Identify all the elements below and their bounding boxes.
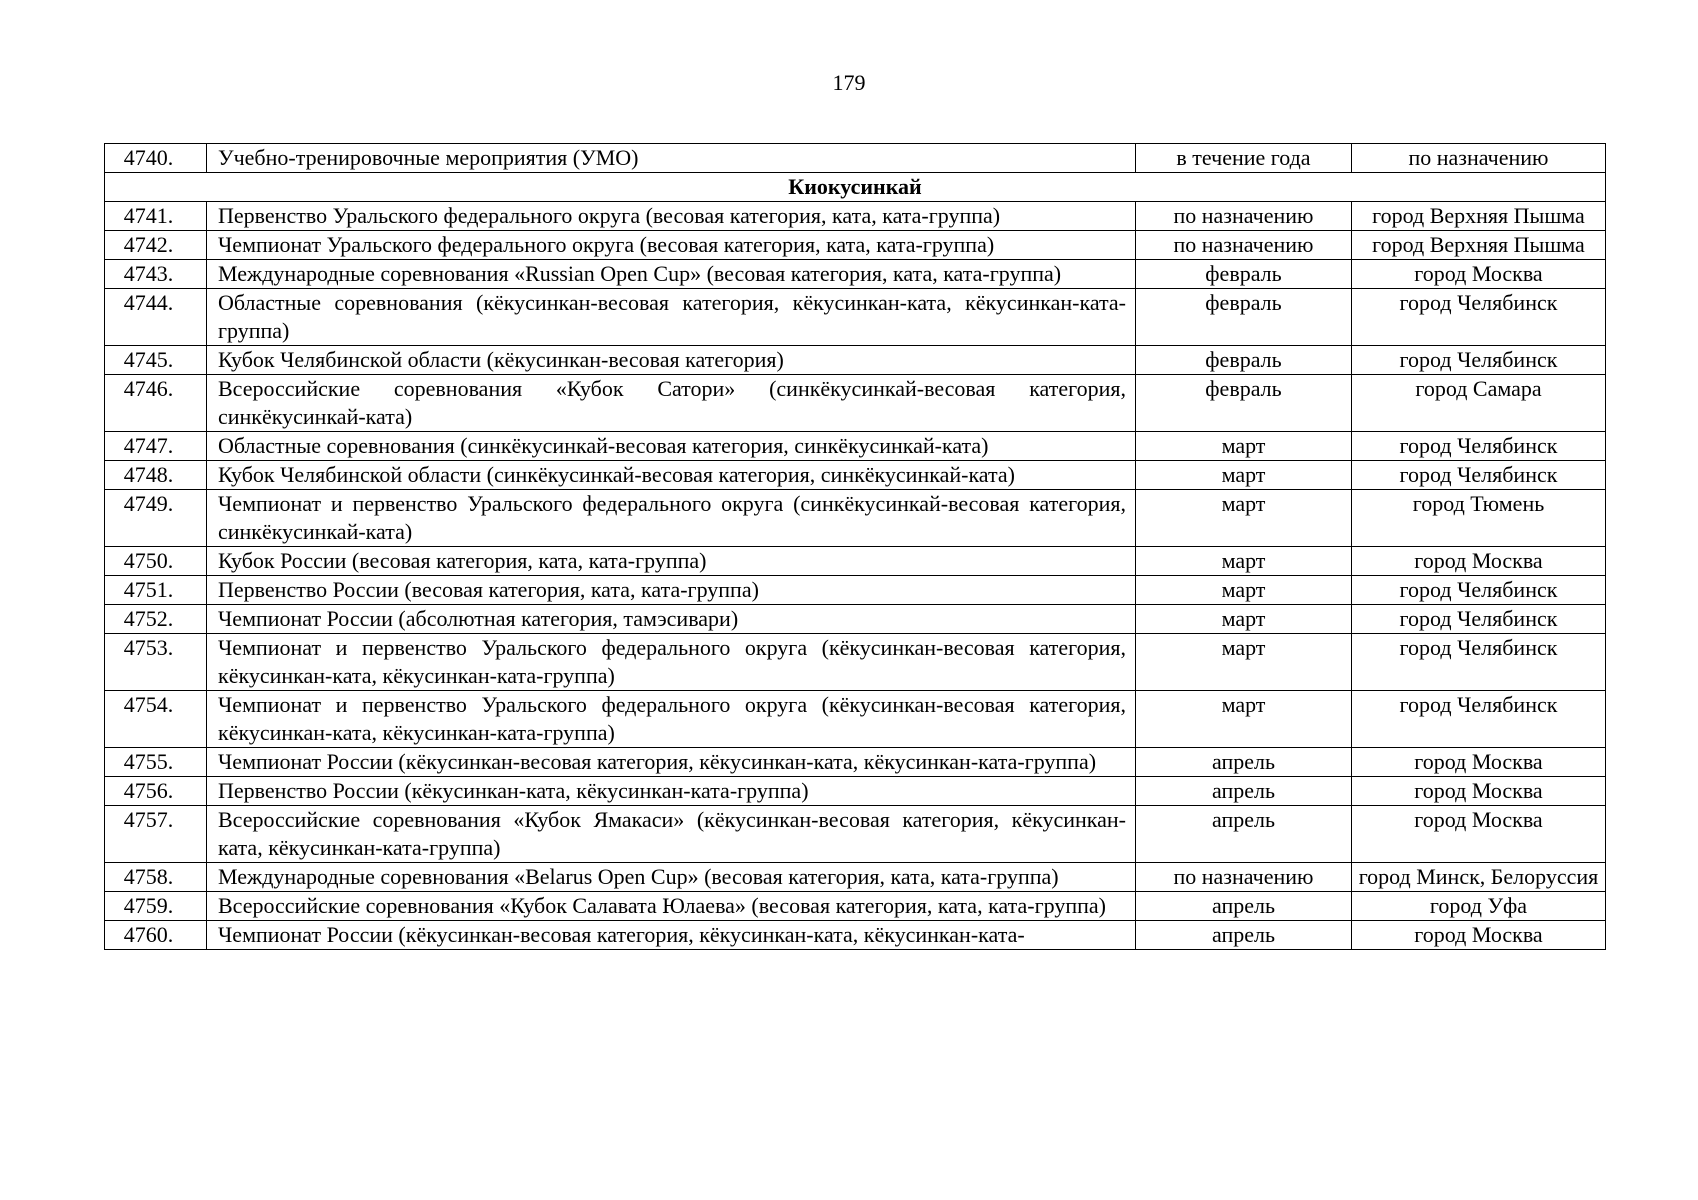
table-row [105,748,1606,777]
row-number: 4755. [105,748,207,777]
row-number: 4745. [105,346,207,375]
table-row [105,605,1606,634]
row-number: 4751. [105,576,207,605]
table-row [105,375,1606,432]
event-place: город Челябинск [1352,576,1606,605]
event-place: город Челябинск [1352,691,1606,748]
event-place: город Москва [1352,921,1606,950]
event-place: город Самара [1352,375,1606,432]
event-date: март [1136,605,1352,634]
row-number: 4759. [105,892,207,921]
event-place: город Минск, Белоруссия [1352,863,1606,892]
row-number: 4749. [105,490,207,547]
event-name: Чемпионат Уральского федерального округа (весовая категория, ката, ката-группа) [207,231,1136,260]
table-row [105,634,1606,691]
event-place: город Челябинск [1352,432,1606,461]
event-place: город Челябинск [1352,605,1606,634]
page-number: 179 [832,70,866,95]
event-date: апрель [1136,777,1352,806]
event-name: Всероссийские соревнования «Кубок Салавата Юлаева» (весовая категория, ката, ката-группа) [207,892,1136,921]
event-name: Первенство Уральского федерального округа (весовая категория, ката, ката-группа) [207,202,1136,231]
event-date: в течение года [1136,144,1352,173]
table-row [105,432,1606,461]
event-place: город Москва [1352,260,1606,289]
event-date: апрель [1136,921,1352,950]
table-row [105,289,1606,346]
event-name: Чемпионат России (кёкусинкан-весовая категория, кёкусинкан-ката, кёкусинкан-ката- [207,921,1136,950]
event-name: Кубок Челябинской области (синкёкусинкай-весовая категория, синкёкусинкай-ката) [207,461,1136,490]
event-date: март [1136,547,1352,576]
event-name: Областные соревнования (кёкусинкан-весовая категория, кёкусинкан-ката, кёкусинкан-ката-группа) [207,289,1136,346]
event-name: Чемпионат России (кёкусинкан-весовая категория, кёкусинкан-ката, кёкусинкан-ката-группа) [207,748,1136,777]
event-date: февраль [1136,375,1352,432]
event-name: Первенство России (весовая категория, ката, ката-группа) [207,576,1136,605]
table-row [105,144,1606,173]
row-number: 4746. [105,375,207,432]
table-row [105,892,1606,921]
row-number: 4760. [105,921,207,950]
event-date: февраль [1136,346,1352,375]
table-row [105,921,1606,950]
event-date: март [1136,691,1352,748]
event-place: город Москва [1352,806,1606,863]
table-row [105,863,1606,892]
event-date: апрель [1136,892,1352,921]
event-name: Всероссийские соревнования «Кубок Ямакаси» (кёкусинкан-весовая категория, кёкусинкан-ката, кёкусинкан-ката-группа) [207,806,1136,863]
table-row [105,346,1606,375]
event-date: апрель [1136,806,1352,863]
event-place: город Челябинск [1352,461,1606,490]
event-name: Учебно-тренировочные мероприятия (УМО) [207,144,1136,173]
row-number: 4758. [105,863,207,892]
event-date: март [1136,461,1352,490]
event-name: Чемпионат и первенство Уральского федерального округа (кёкусинкан-весовая категория, кёкусинкан-ката, кёкусинкан-ката-группа) [207,634,1136,691]
event-date: по назначению [1136,202,1352,231]
table-row [105,806,1606,863]
event-date: март [1136,490,1352,547]
events-table [104,143,1606,950]
row-number: 4743. [105,260,207,289]
event-name: Международные соревнования «Russian Open Cup» (весовая категория, ката, ката-группа) [207,260,1136,289]
event-place: город Уфа [1352,892,1606,921]
event-place: по назначению [1352,144,1606,173]
row-number: 4742. [105,231,207,260]
event-place: город Челябинск [1352,634,1606,691]
row-number: 4757. [105,806,207,863]
event-date: по назначению [1136,863,1352,892]
event-name: Кубок России (весовая категория, ката, ката-группа) [207,547,1136,576]
row-number: 4741. [105,202,207,231]
row-number: 4753. [105,634,207,691]
event-name: Международные соревнования «Belarus Open Cup» (весовая категория, ката, ката-группа) [207,863,1136,892]
row-number: 4744. [105,289,207,346]
event-place: город Тюмень [1352,490,1606,547]
row-number: 4752. [105,605,207,634]
row-number: 4756. [105,777,207,806]
table-row [105,777,1606,806]
event-date: по назначению [1136,231,1352,260]
event-date: февраль [1136,289,1352,346]
event-date: март [1136,432,1352,461]
row-number: 4748. [105,461,207,490]
section-title: Киокусинкай [105,173,1606,202]
event-name: Областные соревнования (синкёкусинкай-весовая категория, синкёкусинкай-ката) [207,432,1136,461]
event-place: город Челябинск [1352,346,1606,375]
event-place: город Челябинск [1352,289,1606,346]
event-date: апрель [1136,748,1352,777]
section-header-row [105,173,1606,202]
table-row [105,202,1606,231]
event-name: Всероссийские соревнования «Кубок Сатори» (синкёкусинкай-весовая категория, синкёкусинкай-ката) [207,375,1136,432]
event-date: март [1136,634,1352,691]
row-number: 4740. [105,144,207,173]
event-name: Чемпионат и первенство Уральского федерального округа (кёкусинкан-весовая категория, кёкусинкан-ката, кёкусинкан-ката-группа) [207,691,1136,748]
row-number: 4747. [105,432,207,461]
table-row [105,461,1606,490]
row-number: 4750. [105,547,207,576]
event-date: февраль [1136,260,1352,289]
event-date: март [1136,576,1352,605]
row-number: 4754. [105,691,207,748]
event-place: город Верхняя Пышма [1352,231,1606,260]
event-name: Чемпионат и первенство Уральского федерального округа (синкёкусинкай-весовая категория, синкёкусинкай-ката) [207,490,1136,547]
event-name: Первенство России (кёкусинкан-ката, кёкусинкан-ката-группа) [207,777,1136,806]
table-row [105,490,1606,547]
event-place: город Москва [1352,777,1606,806]
table-row [105,691,1606,748]
table-row [105,231,1606,260]
event-place: город Верхняя Пышма [1352,202,1606,231]
table-row [105,547,1606,576]
events-table-body [105,144,1606,950]
event-place: город Москва [1352,547,1606,576]
event-place: город Москва [1352,748,1606,777]
table-row [105,576,1606,605]
event-name: Кубок Челябинской области (кёкусинкан-весовая категория) [207,346,1136,375]
event-name: Чемпионат России (абсолютная категория, тамэсивари) [207,605,1136,634]
table-row [105,260,1606,289]
